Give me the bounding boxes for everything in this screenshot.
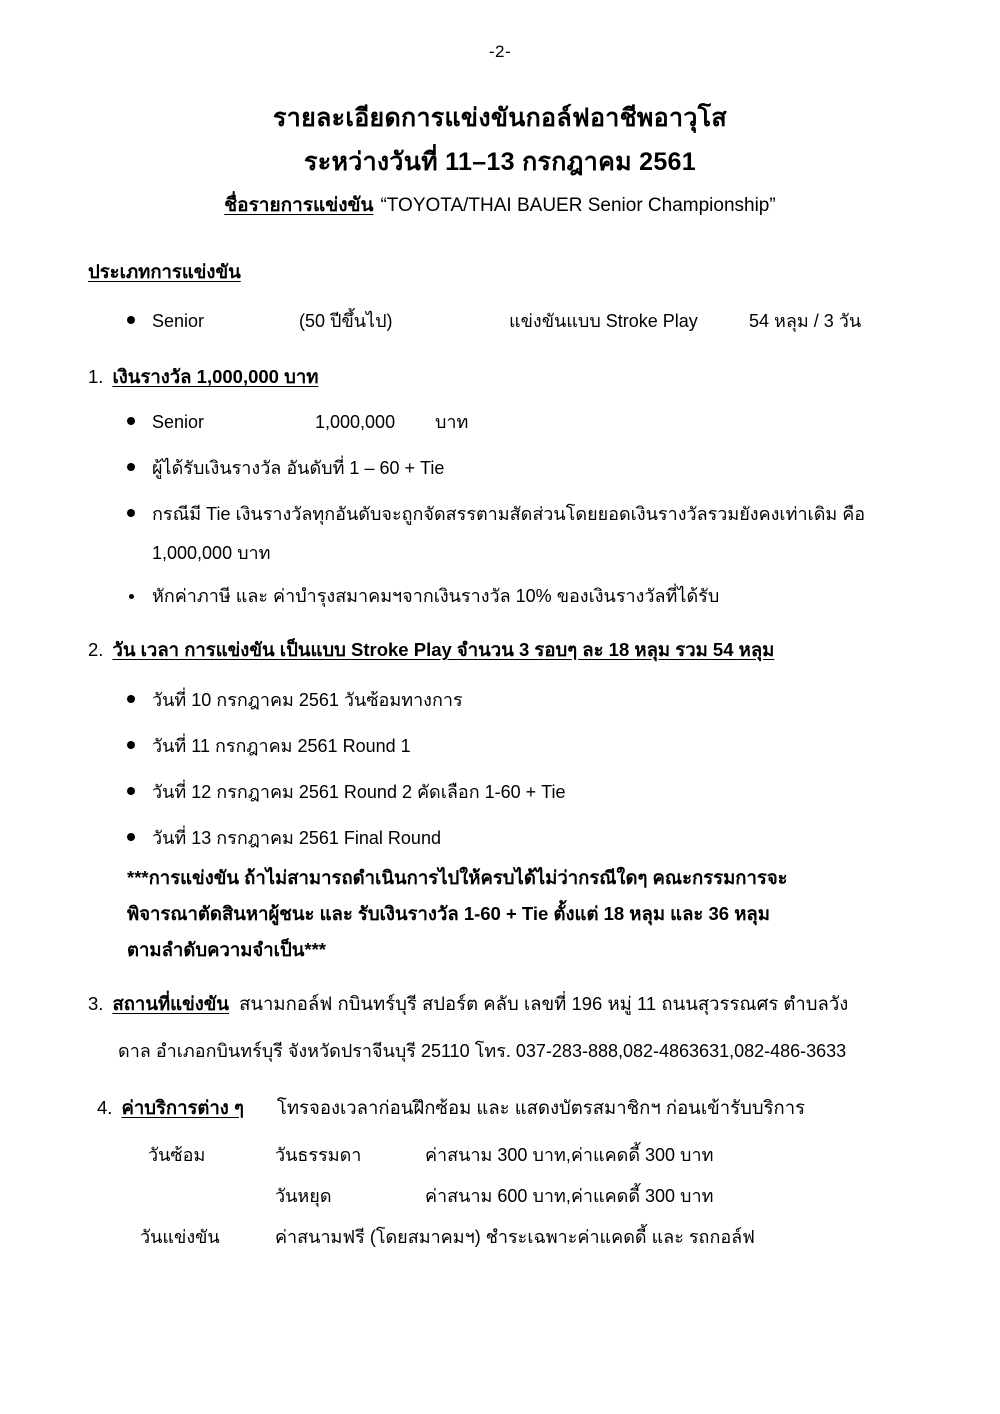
schedule-item-2	[127, 733, 411, 760]
prize-bullet-tax	[127, 583, 719, 610]
category-row	[127, 308, 861, 335]
section-1-number: 1.	[88, 366, 104, 387]
prize-bullet-ranks	[127, 455, 444, 482]
prize-amount: 1,000,000	[315, 412, 396, 432]
schedule-item-label: วันที่ 10 กรกฎาคม 2561 วันซ้อมทางการ	[152, 690, 463, 710]
prize-tie-continuation: 1,000,000 บาท	[152, 543, 271, 563]
prize-tie-text: กรณีมี Tie เงินรางวัลทุกอันดับจะถูกจัดสรรตามสัดส่วนโดยยอดเงินรางวัลรวมยังคงเท่าเดิม คือ	[152, 504, 866, 524]
fee-sub-type: วันธรรมดา	[275, 1145, 362, 1165]
category-section-heading: ประเภทการแข่งขัน	[88, 261, 241, 282]
section-2-heading: วัน เวลา การแข่งขัน เป็นแบบ Stroke Play จำนวน 3 รอบๆ ละ 18 หลุม รวม 54 หลุม	[112, 639, 775, 660]
section-3-heading: สถานที่แข่งขัน	[112, 993, 230, 1014]
section-2-number: 2.	[88, 639, 104, 660]
bullet-icon	[127, 741, 135, 749]
section-1-heading-row	[88, 363, 318, 391]
prize-tax-text: หักค่าภาษี และ ค่าบำรุงสมาคมฯจากเงินรางวัล 10% ของเงินรางวัลที่ได้รับ	[152, 586, 720, 606]
fee-row-practice-holiday	[148, 1181, 713, 1210]
document-title: รายละเอียดการแข่งขันกอล์ฟอาชีพอาวุโส	[273, 104, 727, 132]
section-4-heading-row	[97, 1094, 805, 1122]
prize-unit: บาท	[435, 412, 469, 432]
event-name-value: “TOYOTA/THAI BAUER Senior Championship”	[380, 195, 776, 217]
section-4-heading: ค่าบริการต่าง ๆ	[121, 1097, 244, 1118]
document-subtitle-dates: ระหว่างวันที่ 11–13 กรกฎาคม 2561	[304, 147, 696, 176]
section-2-note	[127, 860, 887, 968]
schedule-item-label: วันที่ 13 กรกฎาคม 2561 Final Round	[152, 828, 441, 848]
prize-ranks-text: ผู้ได้รับเงินรางวัล อันดับที่ 1 – 60 + Tie	[152, 458, 445, 478]
category-age: (50 ปีขึ้นไป)	[299, 311, 393, 331]
schedule-item-4	[127, 825, 441, 852]
fee-amount: ค่าสนามฟรี (โดยสมาคมฯ) ชำระเฉพาะค่าแคดดี้ และ รถกอล์ฟ	[275, 1227, 755, 1247]
schedule-item-label: วันที่ 11 กรกฎาคม 2561 Round 1	[152, 736, 411, 756]
note-line-3: ตามลำดับความจำเป็น***	[127, 939, 326, 961]
section-1-heading: เงินรางวัล 1,000,000 บาท	[112, 366, 319, 387]
fee-day-type: วันแข่งขัน	[140, 1227, 220, 1247]
section-3-number: 3.	[88, 993, 104, 1014]
document-title-block	[0, 100, 1000, 221]
bullet-icon	[129, 594, 134, 599]
section-4-number: 4.	[97, 1097, 113, 1118]
note-line-1: ***การแข่งขัน ถ้าไม่สามารถดำเนินการไปให้ครบได้ไม่ว่ากรณีใดๆ คณะกรรมการจะ	[127, 867, 788, 888]
fee-amount: ค่าสนาม 300 บาท,ค่าแคดดี้ 300 บาท	[425, 1145, 714, 1165]
fee-amount: ค่าสนาม 600 บาท,ค่าแคดดี้ 300 บาท	[425, 1186, 714, 1206]
prize-bullet-tie	[127, 501, 865, 528]
bullet-icon	[127, 833, 135, 841]
category-format: แข่งขันแบบ Stroke Play	[509, 311, 698, 331]
fee-row-tournament-day	[140, 1222, 755, 1251]
bullet-icon	[127, 787, 135, 795]
fee-day-type: วันซ้อม	[148, 1145, 206, 1165]
page-number: -2-	[488, 42, 512, 61]
venue-line-2: ดาล อำเภอกบินทร์บุรี จังหวัดปราจีนบุรี 25110 โทร. 037-283-888,082-4863631,082-486-3633	[118, 1041, 847, 1061]
prize-label: Senior	[152, 412, 205, 432]
event-name-row	[0, 192, 1000, 221]
schedule-item-1	[127, 687, 463, 714]
note-line-2: พิจารณาตัดสินหาผู้ชนะ และ รับเงินรางวัล 1-60 + Tie ตั้งแต่ 18 หลุม และ 36 หลุม	[127, 903, 770, 925]
bullet-icon	[127, 463, 135, 471]
schedule-item-label: วันที่ 12 กรกฎาคม 2561 Round 2 คัดเลือก 1-60 + Tie	[152, 782, 566, 802]
section-2-heading-row	[88, 636, 774, 664]
venue-line-1: สนามกอล์ฟ กบินทร์บุรี สปอร์ต คลับ เลขที่ 196 หมู่ 11 ถนนสุวรรณศร ตำบลวัง	[239, 993, 849, 1014]
fee-sub-type: วันหยุด	[275, 1186, 332, 1206]
section-3-heading-row	[88, 990, 848, 1018]
bullet-icon	[127, 695, 135, 703]
section-4-intro: โทรจองเวลาก่อนฝึกซ้อม และ แสดงบัตรสมาชิกฯ ก่อนเข้ารับบริการ	[276, 1097, 806, 1118]
bullet-icon	[127, 509, 135, 517]
fee-row-practice-weekday	[148, 1140, 713, 1169]
category-name: Senior	[152, 311, 205, 331]
bullet-icon	[127, 316, 135, 324]
bullet-icon	[127, 417, 135, 425]
event-name-label: ชื่อรายการแข่งขัน	[224, 195, 374, 217]
category-holes: 54 หลุม / 3 วัน	[749, 311, 862, 331]
schedule-item-3	[127, 779, 565, 806]
prize-bullet-senior	[127, 409, 468, 436]
